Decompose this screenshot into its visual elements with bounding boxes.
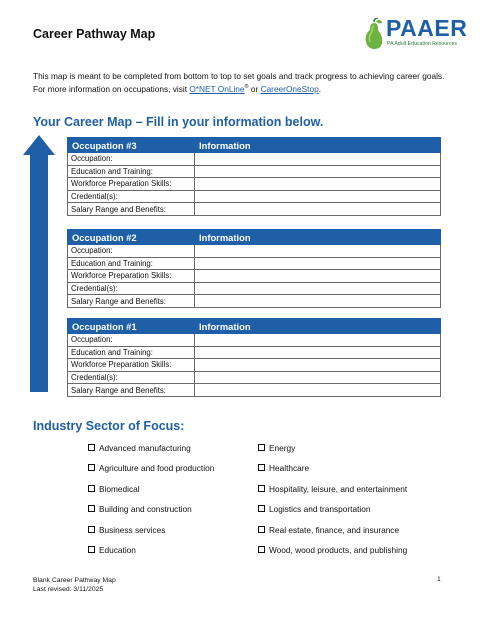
row-label: Credential(s): — [68, 282, 195, 295]
checkbox-item[interactable] — [88, 463, 214, 483]
checkbox-icon[interactable] — [88, 464, 95, 471]
checkbox-icon[interactable] — [258, 546, 265, 553]
checkbox-label: Business services — [99, 524, 166, 535]
checkbox-label: Building and construction — [99, 504, 192, 515]
footer-revised-date: Last revised: 3/11/2025 — [33, 586, 104, 593]
info-field[interactable] — [195, 257, 441, 270]
checkbox-label: Advanced manufacturing — [99, 443, 191, 453]
checkbox-icon[interactable] — [88, 444, 95, 451]
checkbox-icon[interactable] — [258, 526, 265, 533]
table-row — [68, 334, 441, 347]
info-header: Information — [195, 138, 441, 153]
checkbox-label: Education — [99, 544, 136, 555]
checkbox-item[interactable] — [258, 484, 407, 504]
registered-mark: ® — [244, 84, 249, 91]
arrow-label: Career Pathway — [55, 341, 67, 421]
row-label: Education and Training: — [68, 165, 195, 178]
table-row — [68, 257, 441, 270]
info-field[interactable] — [195, 282, 441, 295]
checkbox-icon[interactable] — [88, 526, 95, 533]
table-row — [68, 178, 441, 191]
logo-wordmark: PAAER — [386, 15, 468, 41]
checkbox-item[interactable] — [258, 463, 407, 483]
table-row — [68, 245, 441, 258]
table-row — [68, 165, 441, 178]
occupation-3-table — [67, 137, 441, 216]
checkbox-label: Wood, wood products, and publishing — [269, 544, 408, 555]
occupation-2-table — [67, 229, 441, 308]
checkbox-item[interactable] — [88, 525, 214, 545]
table-row — [68, 346, 441, 359]
checkbox-item[interactable] — [258, 545, 407, 565]
intro-text-end: . — [318, 84, 322, 94]
checkbox-icon[interactable] — [88, 485, 95, 492]
checkbox-item[interactable] — [88, 443, 214, 463]
row-label: Workforce Preparation Skills: — [68, 178, 195, 191]
checkbox-label: Biomedical — [99, 483, 140, 494]
table-row — [68, 384, 441, 397]
career-pathway-arrow — [23, 135, 67, 421]
row-label: Salary Range and Benefits: — [68, 295, 195, 308]
logo-tagline: PA Adult Education Resources — [387, 41, 457, 47]
info-field[interactable] — [195, 359, 441, 372]
checkbox-item[interactable] — [88, 484, 214, 504]
checkbox-icon[interactable] — [88, 546, 95, 553]
row-label: Occupation: — [68, 153, 195, 166]
info-field[interactable] — [195, 384, 441, 397]
intro-text-mid: or — [248, 84, 261, 94]
info-field[interactable] — [195, 371, 441, 384]
info-header: Information — [195, 319, 441, 334]
page-title: Career Pathway Map — [33, 27, 156, 41]
checkbox-icon[interactable] — [258, 485, 265, 492]
checkbox-label: Hospitality, leisure, and entertainment — [269, 483, 408, 494]
row-label: Workforce Preparation Skills: — [68, 359, 195, 372]
info-field[interactable] — [195, 295, 441, 308]
table-row — [68, 371, 441, 384]
industry-checklist-right — [258, 443, 407, 565]
up-arrow-icon — [23, 135, 55, 392]
careeronestop-link[interactable]: CareerOneStop — [260, 84, 319, 94]
row-label: Occupation: — [68, 334, 195, 347]
info-field[interactable] — [195, 334, 441, 347]
industry-checklist-left — [88, 443, 214, 565]
info-field[interactable] — [195, 203, 441, 216]
info-header: Information — [195, 230, 441, 245]
checkbox-item[interactable] — [88, 504, 214, 524]
table-row — [68, 153, 441, 166]
footer — [33, 576, 116, 594]
checkbox-label: Logistics and transportation — [269, 504, 371, 515]
table-title: Occupation #2 — [68, 230, 195, 245]
checkbox-item[interactable] — [258, 504, 407, 524]
page-number: 1 — [437, 576, 441, 583]
table-title: Occupation #3 — [68, 138, 195, 153]
info-field[interactable] — [195, 270, 441, 283]
checkbox-label: Energy — [269, 443, 296, 453]
row-label: Education and Training: — [68, 257, 195, 270]
footer-doc-name: Blank Career Pathway Map — [33, 577, 116, 584]
table-row — [68, 282, 441, 295]
paaer-logo — [364, 15, 468, 50]
checkbox-label: Real estate, finance, and insurance — [269, 524, 400, 535]
table-row — [68, 203, 441, 216]
table-row — [68, 359, 441, 372]
checkbox-label: Agriculture and food production — [99, 463, 215, 474]
info-field[interactable] — [195, 178, 441, 191]
table-row — [68, 270, 441, 283]
info-field[interactable] — [195, 346, 441, 359]
info-field[interactable] — [195, 165, 441, 178]
table-row — [68, 190, 441, 203]
row-label: Salary Range and Benefits: — [68, 384, 195, 397]
checkbox-icon[interactable] — [88, 505, 95, 512]
info-field[interactable] — [195, 153, 441, 166]
row-label: Credential(s): — [68, 190, 195, 203]
industry-heading: Industry Sector of Focus: — [33, 419, 185, 433]
checkbox-item[interactable] — [258, 443, 407, 463]
checkbox-item[interactable] — [88, 545, 214, 565]
checkbox-item[interactable] — [258, 525, 407, 545]
info-field[interactable] — [195, 190, 441, 203]
info-field[interactable] — [195, 245, 441, 258]
table-row — [68, 295, 441, 308]
row-label: Workforce Preparation Skills: — [68, 270, 195, 283]
table-title: Occupation #1 — [68, 319, 195, 334]
row-label: Credential(s): — [68, 371, 195, 384]
career-map-heading: Your Career Map – Fill in your information below. — [33, 115, 324, 129]
onet-link[interactable]: O*NET OnLine — [189, 84, 245, 94]
intro-text: This map is meant to be completed from bottom to top to set goals and track progress to achieving career goals. For more information on occupations, visit — [33, 71, 445, 94]
pear-icon — [364, 18, 384, 50]
checkbox-icon[interactable] — [258, 505, 265, 512]
occupation-1-table — [67, 318, 441, 397]
intro-paragraph — [33, 70, 453, 96]
checkbox-label: Healthcare — [269, 463, 310, 474]
checkbox-icon[interactable] — [258, 464, 265, 471]
checkbox-icon[interactable] — [258, 444, 265, 451]
row-label: Education and Training: — [68, 346, 195, 359]
row-label: Salary Range and Benefits: — [68, 203, 195, 216]
row-label: Occupation: — [68, 245, 195, 258]
